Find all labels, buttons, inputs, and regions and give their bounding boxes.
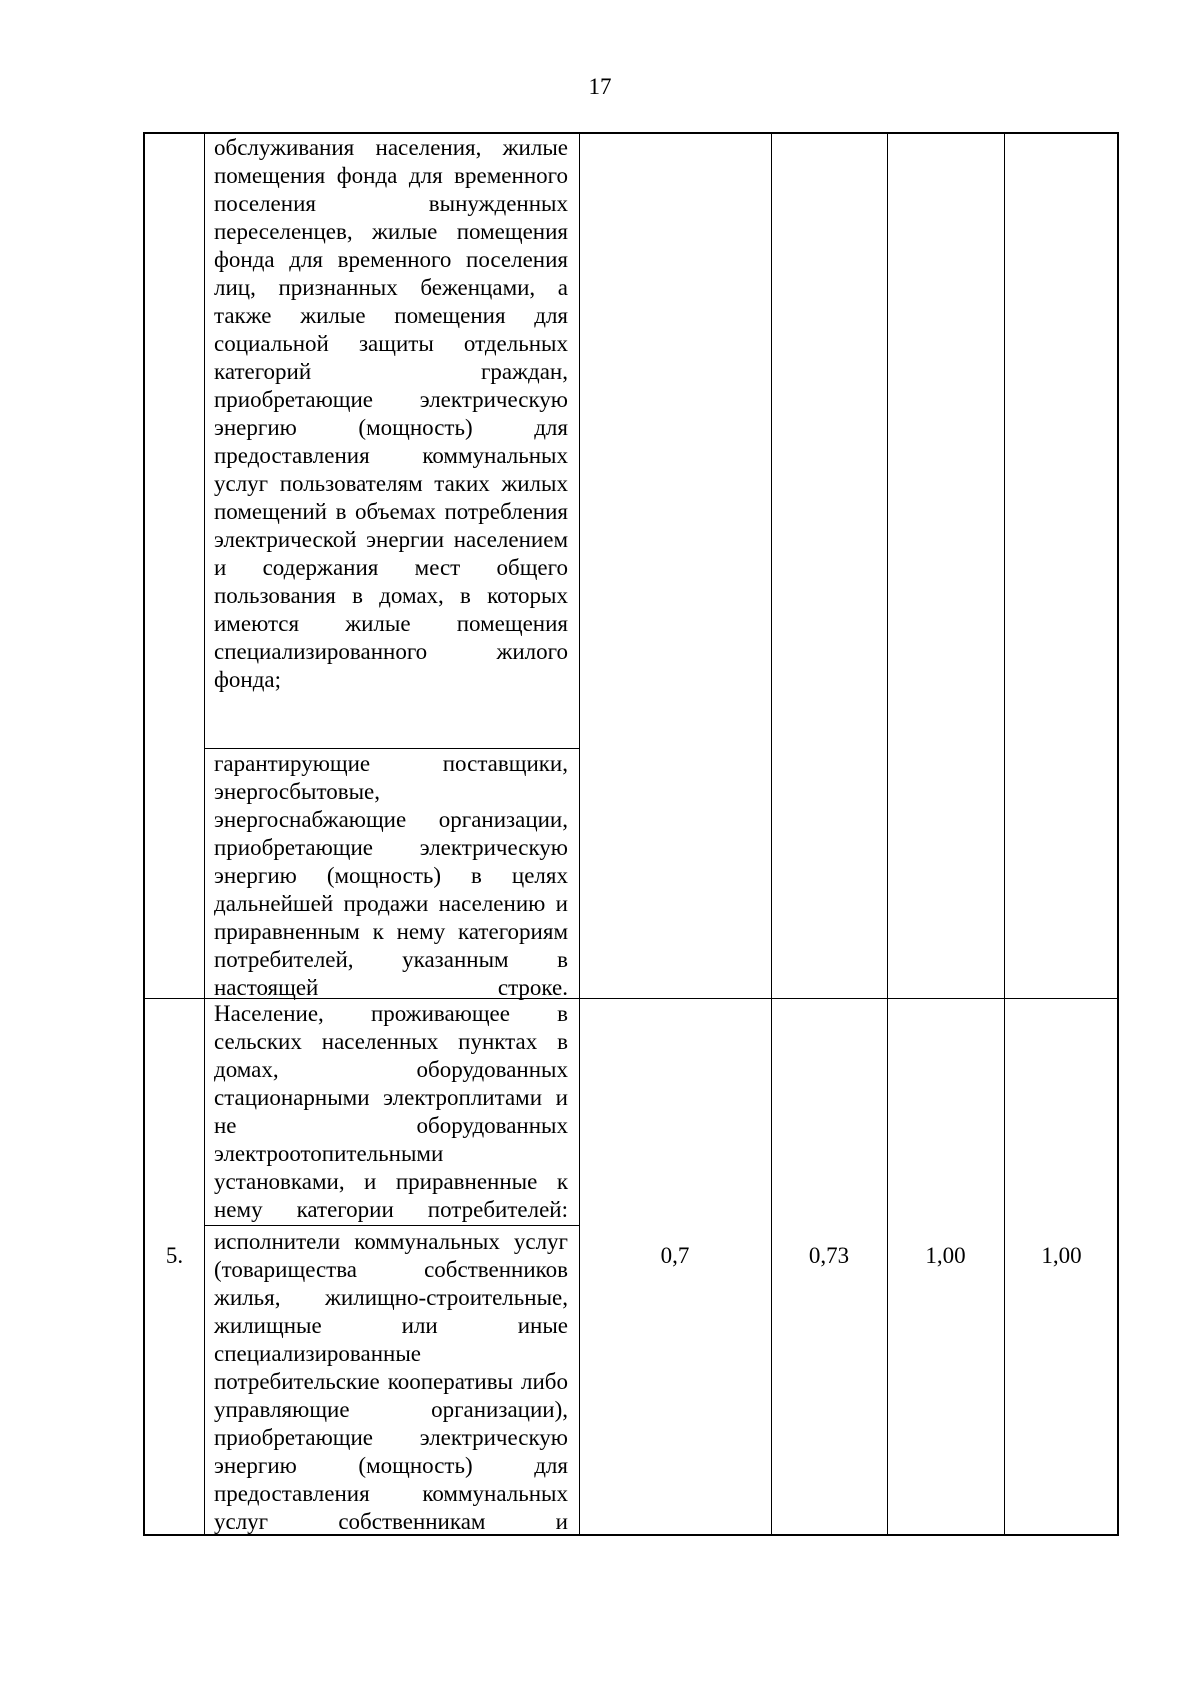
table-cell-text: гарантирующие поставщики, энергосбытовые, энергоснабжающие организации, приобретающие электрическую энергию (мощность) в целях дальнейшей продажи населению и приравненным к нему категориям потребителей, указанным в настоящей строке. (214, 751, 568, 1000)
table-cell-text: Население, проживающее в сельских населенных пунктах в домах, оборудованных стационарными электроплитами и не оборудованных электроотопительными установками, и приравненные к нему категории потребителей: (214, 1001, 568, 1222)
column-divider (579, 134, 580, 1534)
column-divider (1004, 134, 1005, 1534)
table-cell-value: 1,00 (1041, 1243, 1082, 1268)
tariff-table (143, 132, 1119, 1536)
row-divider (145, 998, 1117, 999)
row-number: 5. (165, 1243, 184, 1268)
table-cell-value: 0,73 (808, 1243, 850, 1268)
subrow-divider (204, 1225, 579, 1226)
column-divider (204, 134, 205, 1534)
column-divider (771, 134, 772, 1534)
subrow-divider (204, 748, 579, 749)
table-cell-text: исполнители коммунальных услуг (товарищества собственников жилья, жилищно-строительные, жилищные или иные специализированные потребительские кооперативы либо управляющие организации), приобретающие электрическую энергию (мощность) для предоставления коммунальных услуг собственникам и (214, 1229, 568, 1534)
table-cell-text: обслуживания населения, жилые помещения фонда для временного поселения вынужденных переселенцев, жилые помещения фонда для временного поселения лиц, признанных беженцами, а также жилые помещения для социальной защиты отдельных категорий граждан, приобретающие электрическую энергию (мощность) для предоставления коммунальных услуг пользователям таких жилых помещений в объемах потребления электрической энергии населением и содержания мест общего пользования в домах, в которых имеются жилые помещения специализированного жилого фонда; (214, 135, 568, 692)
page-number: 17 (588, 74, 612, 99)
table-cell-value: 1,00 (925, 1243, 966, 1268)
table-cell-value: 0,7 (660, 1243, 690, 1268)
column-divider (887, 134, 888, 1534)
